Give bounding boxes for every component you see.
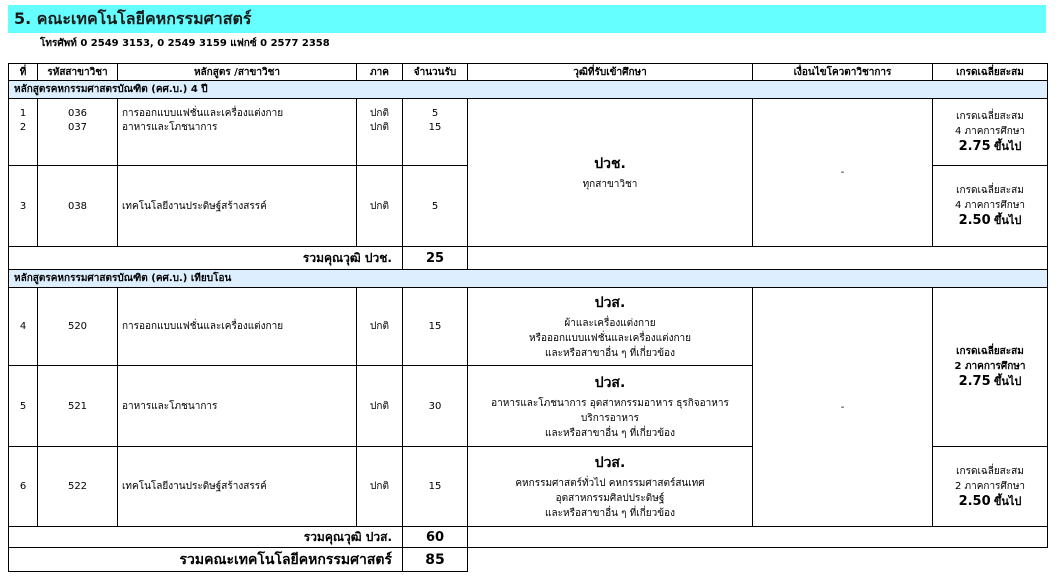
qualification-line: หรือออกแบบแฟชั่นและเครื่องแต่งกาย	[529, 333, 691, 344]
row-no-cell	[9, 99, 38, 166]
faculty-title: 5. คณะเทคโนโลยีคหกรรมศาสตร์	[14, 8, 252, 28]
table-row	[9, 99, 1048, 166]
col-header-program: หลักสูตร /สาขาวิชา	[118, 64, 357, 81]
row-term: ปกติ	[357, 166, 403, 247]
row-seats: 5	[403, 166, 468, 247]
gpa-value-line	[933, 374, 1047, 390]
row-program: การออกแบบแฟชั่นและเครื่องแต่งกาย	[122, 108, 284, 119]
gpa-label: เกรดเฉลี่ยสะสม	[956, 346, 1024, 357]
row-program: เทคโนโลยีงานประดิษฐ์สร้างสรรค์	[118, 447, 357, 527]
row-seats: 15	[403, 288, 468, 366]
table-row	[9, 288, 1048, 366]
gpa-terms: 2 ภาคการศึกษา	[954, 480, 1026, 492]
row-program: เทคโนโลยีงานประดิษฐ์สร้างสรรค์	[118, 166, 357, 247]
grand-total-row	[9, 548, 1048, 572]
faculty-phone: โทรศัพท์ 0 2549 3153, 0 2549 3159 แฟกซ์ 0 2577 2358	[40, 38, 330, 49]
row-no: 3	[9, 166, 38, 247]
row-code: 520	[38, 288, 118, 366]
row-code: 522	[38, 447, 118, 527]
section-2-condition: -	[753, 288, 933, 527]
subtotal-value: 25	[403, 247, 468, 270]
gpa-suffix: ขึ้นไป	[993, 140, 1022, 153]
col-header-no: ที่	[9, 64, 38, 81]
row-seats: 15	[403, 447, 468, 527]
gpa-suffix: ขึ้นไป	[993, 375, 1022, 388]
grand-total-value: 85	[403, 548, 468, 572]
qualification-title: ปวส.	[594, 374, 626, 391]
row-program: อาหารและโภชนาการ	[122, 122, 218, 133]
gpa-value: 2.50	[958, 493, 991, 509]
section-1-qualification	[468, 99, 753, 247]
qualification-title: ปวส.	[594, 455, 626, 471]
qualification-line: และหรือสาขาอื่น ๆ ที่เกี่ยวข้อง	[545, 348, 675, 359]
subtotal-empty	[468, 247, 1048, 270]
qualification-line: อุตสาหกรรมศิลปประดิษฐ์	[555, 493, 665, 504]
row-code: 038	[38, 166, 118, 247]
row-term: ปกติ	[357, 366, 403, 447]
gpa-value: 2.75	[958, 139, 991, 154]
admission-table	[8, 63, 1048, 572]
gpa-value-line	[933, 494, 1047, 510]
subtotal-empty	[468, 527, 1048, 548]
gpa-suffix: ขึ้นไป	[993, 494, 1022, 508]
subtotal-label: รวมคุณวุฒิ ปวช.	[9, 247, 403, 270]
row-program: การออกแบบแฟชั่นและเครื่องแต่งกาย	[118, 288, 357, 366]
section-1-condition: -	[753, 99, 933, 247]
row-code: 037	[67, 122, 88, 133]
qualification-title: ปวช.	[594, 156, 626, 172]
col-header-gpa: เกรดเฉลี่ยสะสม	[933, 64, 1048, 81]
qualification-line: อาหารและโภชนาการ อุตสาหกรรมอาหาร ธุรกิจอาหาร	[491, 397, 729, 409]
col-header-condition: เงื่อนไขโควตาวิชาการ	[753, 64, 933, 81]
section-1-header	[9, 81, 1048, 99]
row-seats: 30	[403, 366, 468, 447]
row-no: 6	[9, 447, 38, 527]
gpa-value: 2.50	[958, 213, 991, 228]
qualification-line: คหกรรมศาสตร์ทั่วไป คหกรรมศาสตร์สนเทศ	[515, 478, 705, 489]
section-1-title: หลักสูตรคหกรรมศาสตรบัณฑิต (คศ.บ.) 4 ปี	[9, 81, 1048, 99]
section-2-header	[9, 270, 1048, 288]
section-2-gpa-a	[933, 288, 1048, 447]
header-row	[9, 64, 1048, 81]
section-2-title: หลักสูตรคหกรรมศาสตรบัณฑิต (คศ.บ.) เทียบโอน	[9, 270, 1048, 288]
row-term: ปกติ	[370, 108, 389, 119]
gpa-value-line	[933, 213, 1047, 229]
gpa-terms: 4 ภาคการศึกษา	[954, 200, 1026, 211]
row-code: 036	[67, 108, 88, 119]
row-no: 5	[9, 366, 38, 447]
row-qualification	[468, 288, 753, 366]
gpa-label: เกรดเฉลี่ยสะสม	[956, 185, 1024, 196]
gpa-value: 2.75	[958, 374, 991, 389]
row-code: 521	[38, 366, 118, 447]
faculty-title-bar	[8, 5, 1046, 33]
row-no: 4	[9, 288, 38, 366]
row-no: 2	[19, 122, 27, 133]
row-term: ปกติ	[370, 122, 389, 133]
qualification-line: บริการอาหาร	[581, 412, 639, 424]
col-header-term: ภาค	[357, 64, 403, 81]
row-qualification	[468, 366, 753, 447]
gpa-value-line	[933, 139, 1047, 155]
qualification-detail: ทุกสาขาวิชา	[582, 179, 638, 190]
grand-total-empty	[468, 548, 1048, 572]
qualification-line: และหรือสาขาอื่น ๆ ที่เกี่ยวข้อง	[545, 427, 675, 439]
grand-total-label: รวมคณะเทคโนโลยีคหกรรมศาสตร์	[9, 548, 403, 572]
gpa-terms: 2 ภาคการศึกษา	[954, 361, 1026, 372]
qualification-line: ผ้าและเครื่องแต่งกาย	[564, 318, 656, 329]
gpa-label: เกรดเฉลี่ยสะสม	[956, 465, 1024, 477]
subtotal-row	[9, 247, 1048, 270]
col-header-qualification: วุฒิที่รับเข้าศึกษา	[468, 64, 753, 81]
col-header-seats: จำนวนรับ	[403, 64, 468, 81]
gpa-label: เกรดเฉลี่ยสะสม	[956, 111, 1024, 122]
col-header-code: รหัสสาขาวิชา	[38, 64, 118, 81]
gpa-suffix: ขึ้นไป	[993, 214, 1022, 227]
row-seats-cell	[403, 99, 468, 166]
row-seats: 15	[428, 122, 442, 133]
gpa-terms: 4 ภาคการศึกษา	[954, 126, 1026, 137]
row-term: ปกติ	[357, 447, 403, 527]
row-term: ปกติ	[357, 288, 403, 366]
subtotal-row	[9, 527, 1048, 548]
section-2-gpa-b	[933, 447, 1048, 527]
row-seats: 5	[431, 108, 439, 119]
row-term-cell	[357, 99, 403, 166]
row-program: อาหารและโภชนาการ	[118, 366, 357, 447]
qualification-title: ปวส.	[594, 295, 626, 311]
subtotal-value: 60	[403, 527, 468, 548]
section-1-gpa-b	[933, 166, 1048, 247]
section-1-gpa-a	[933, 99, 1048, 166]
admission-table-wrapper	[8, 63, 1047, 572]
qualification-line: และหรือสาขาอื่น ๆ ที่เกี่ยวข้อง	[545, 508, 675, 519]
row-code-cell	[38, 99, 118, 166]
row-program-cell	[118, 99, 357, 166]
row-no: 1	[19, 108, 27, 119]
row-qualification	[468, 447, 753, 527]
subtotal-label: รวมคุณวุฒิ ปวส.	[9, 527, 403, 548]
